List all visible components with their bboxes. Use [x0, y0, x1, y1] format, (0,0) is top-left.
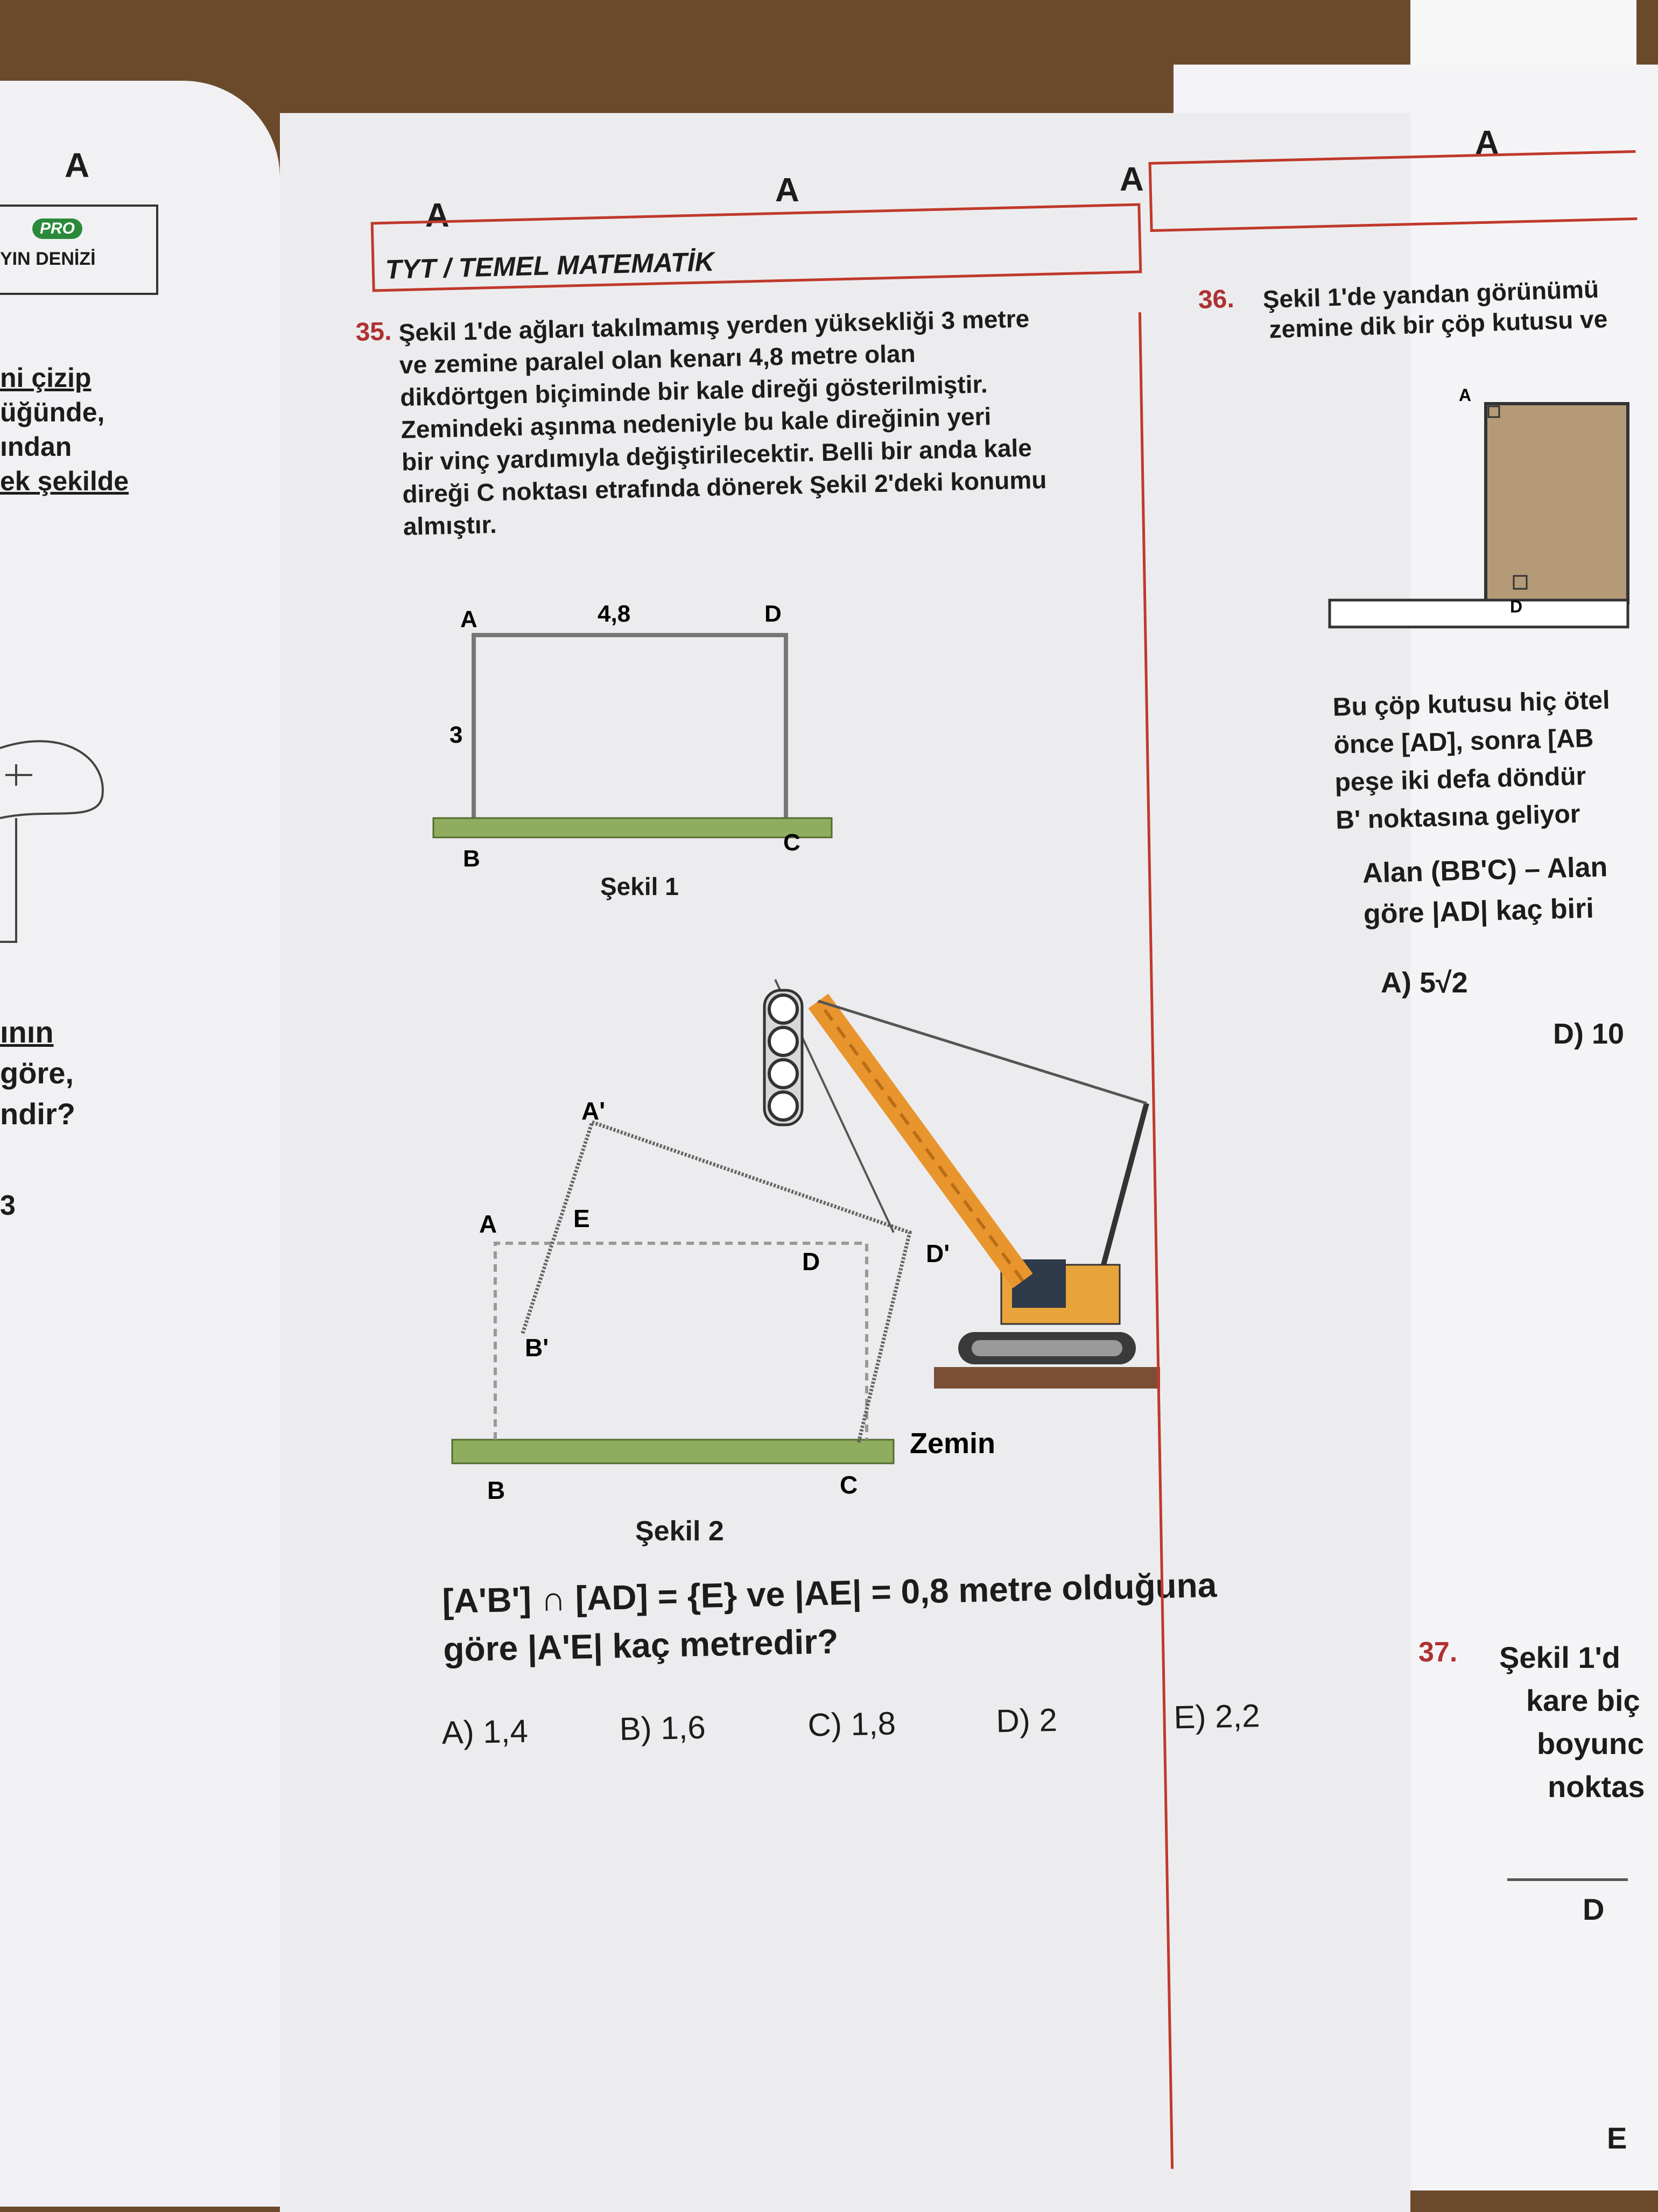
q36-ground — [1330, 600, 1628, 627]
question-36-prompt — [1362, 847, 1609, 935]
question-36-line-1: Şekil 1'de yandan görünümü — [1262, 274, 1599, 314]
main-page-letter-1: A — [425, 197, 449, 234]
question-35-line-5: bir vinç yardımıyla değiştirilecektir. Belli bir anda kale — [401, 433, 1032, 476]
fig1-label-D: D — [764, 601, 782, 627]
fig2-label-B: B — [487, 1476, 505, 1504]
fig1-caption: Şekil 1 — [600, 872, 679, 900]
trash-bin-side — [1486, 404, 1628, 603]
fig2-label-A: A — [479, 1210, 497, 1238]
question-37-text — [1499, 1636, 1645, 1808]
q36-body-line-1: Bu çöp kutusu hiç ötel — [1332, 686, 1611, 722]
prompt-line-1: [A'B'] ∩ [AD] = {E} ve |AE| = 0,8 metre olduğuna — [441, 1565, 1217, 1621]
q37-line-4: noktas — [1548, 1770, 1645, 1804]
fig1-label-B: B — [463, 846, 480, 872]
left-line-4: ek şekilde — [0, 466, 129, 496]
fig2-label-A-prime: A' — [581, 1097, 606, 1125]
left-line-5: ının — [0, 1015, 54, 1049]
q36-option-a[interactable]: A) 5√2 — [1381, 967, 1468, 999]
figure-1 — [420, 597, 851, 899]
goal-post-frame — [474, 635, 786, 823]
left-line-7: ndir? — [0, 1097, 75, 1131]
main-page-letter-3: A — [1120, 161, 1144, 198]
q37-label-D: D — [1583, 1892, 1605, 1926]
left-answer-fragment: 3 — [0, 1190, 16, 1221]
fig1-width-label: 4,8 — [598, 601, 631, 627]
fig2-label-D-prime: D' — [926, 1239, 950, 1267]
q36-body-line-4: B' noktasına geliyor — [1335, 800, 1581, 835]
fig2-caption: Şekil 2 — [635, 1516, 724, 1547]
q36-label-D: D — [1510, 597, 1523, 616]
question-36-body — [1332, 682, 1613, 840]
q36-body-line-2: önce [AD], sonra [AB — [1333, 724, 1594, 759]
question-35-line-3: dikdörtgen biçiminde bir kale direği gösterilmiştir. — [399, 370, 988, 412]
q36-label-A: A — [1459, 385, 1472, 405]
left-page-text-block-2 — [0, 1012, 75, 1135]
question-35-text — [398, 302, 1048, 543]
main-page-letter-2: A — [775, 172, 799, 209]
q37-line-1: Şekil 1'd — [1499, 1640, 1620, 1674]
fig2-rotated-goal — [522, 1122, 910, 1442]
option-d[interactable]: D) 2 — [995, 1702, 1058, 1739]
option-e[interactable]: E) 2,2 — [1173, 1697, 1261, 1736]
question-37-number: 37. — [1418, 1637, 1458, 1668]
header-title: TYT / TEMEL MATEMATİK — [385, 246, 715, 285]
logo-text: YIN DENİZİ — [0, 249, 96, 269]
question-35-prompt — [441, 1545, 1218, 1669]
question-36-number: 36. — [1198, 284, 1235, 314]
background-paper — [1410, 0, 1636, 70]
right-page-letter: A — [1475, 124, 1499, 161]
option-b[interactable]: B) 1,6 — [619, 1709, 706, 1748]
fig1-height-label: 3 — [449, 722, 463, 748]
question-36-line-2: zemine dik bir çöp kutusu ve — [1268, 305, 1608, 343]
left-line-1: ni çizip — [0, 363, 92, 393]
fig1-label-A: A — [460, 606, 477, 632]
question-35-line-7: almıştır. — [403, 510, 497, 541]
q37-label-E: E — [1607, 2121, 1627, 2155]
fig2-label-E: E — [573, 1204, 590, 1232]
q37-line-2: kare biç — [1526, 1683, 1640, 1717]
question-35-line-6: direği C noktası etrafında dönerek Şekil 2'deki konumu — [402, 465, 1047, 509]
q36-body-line-3: peşe iki defa döndür — [1334, 762, 1586, 797]
option-c[interactable]: C) 1,8 — [807, 1705, 896, 1743]
left-page-letter: A — [65, 146, 90, 185]
fig2-label-C: C — [840, 1471, 858, 1499]
q36-prompt-1: Alan (BB'C) – Alan — [1362, 851, 1608, 889]
right-page-header — [1149, 150, 1638, 232]
left-page-sketch — [0, 694, 118, 953]
question-35-number: 35. — [355, 317, 392, 347]
q36-option-d[interactable]: D) 10 — [1553, 1018, 1625, 1050]
question-35-line-2: ve zemine paralel olan kenarı 4,8 metre olan — [399, 339, 916, 379]
q37-figure-line — [1507, 1878, 1628, 1881]
crane-base-plate — [934, 1367, 1160, 1389]
q36-prompt-2: göre |AD| kaç biri — [1363, 892, 1594, 930]
question-35-line-1: Şekil 1'de ağları takılmamış yerden yüksekliği 3 metre — [398, 304, 1030, 347]
fig2-label-D: D — [802, 1248, 820, 1276]
left-page-logo — [0, 205, 158, 295]
left-line-2: üğünde, — [0, 397, 105, 427]
question-36-figure — [1324, 385, 1628, 635]
left-line-6: göre, — [0, 1056, 74, 1090]
figure-2 — [441, 980, 1206, 1528]
left-line-3: ından — [0, 432, 72, 462]
q37-line-3: boyunc — [1537, 1727, 1645, 1760]
prompt-line-2: göre |A'E| kaç metredir? — [442, 1622, 839, 1669]
crane-mast — [1104, 1103, 1147, 1265]
fig1-label-C: C — [783, 829, 800, 856]
fig2-ground-label: Zemin — [910, 1427, 996, 1460]
logo-badge: PRO — [32, 219, 82, 239]
left-page-text-block — [0, 361, 129, 498]
option-a[interactable]: A) 1,4 — [441, 1713, 529, 1751]
fig2-ground-strip — [452, 1440, 894, 1463]
fig2-label-B-prime: B' — [525, 1334, 549, 1362]
question-35-line-4: Zemindeki aşınma nedeniyle bu kale direğinin yeri — [401, 402, 992, 444]
ground-strip — [433, 818, 832, 837]
